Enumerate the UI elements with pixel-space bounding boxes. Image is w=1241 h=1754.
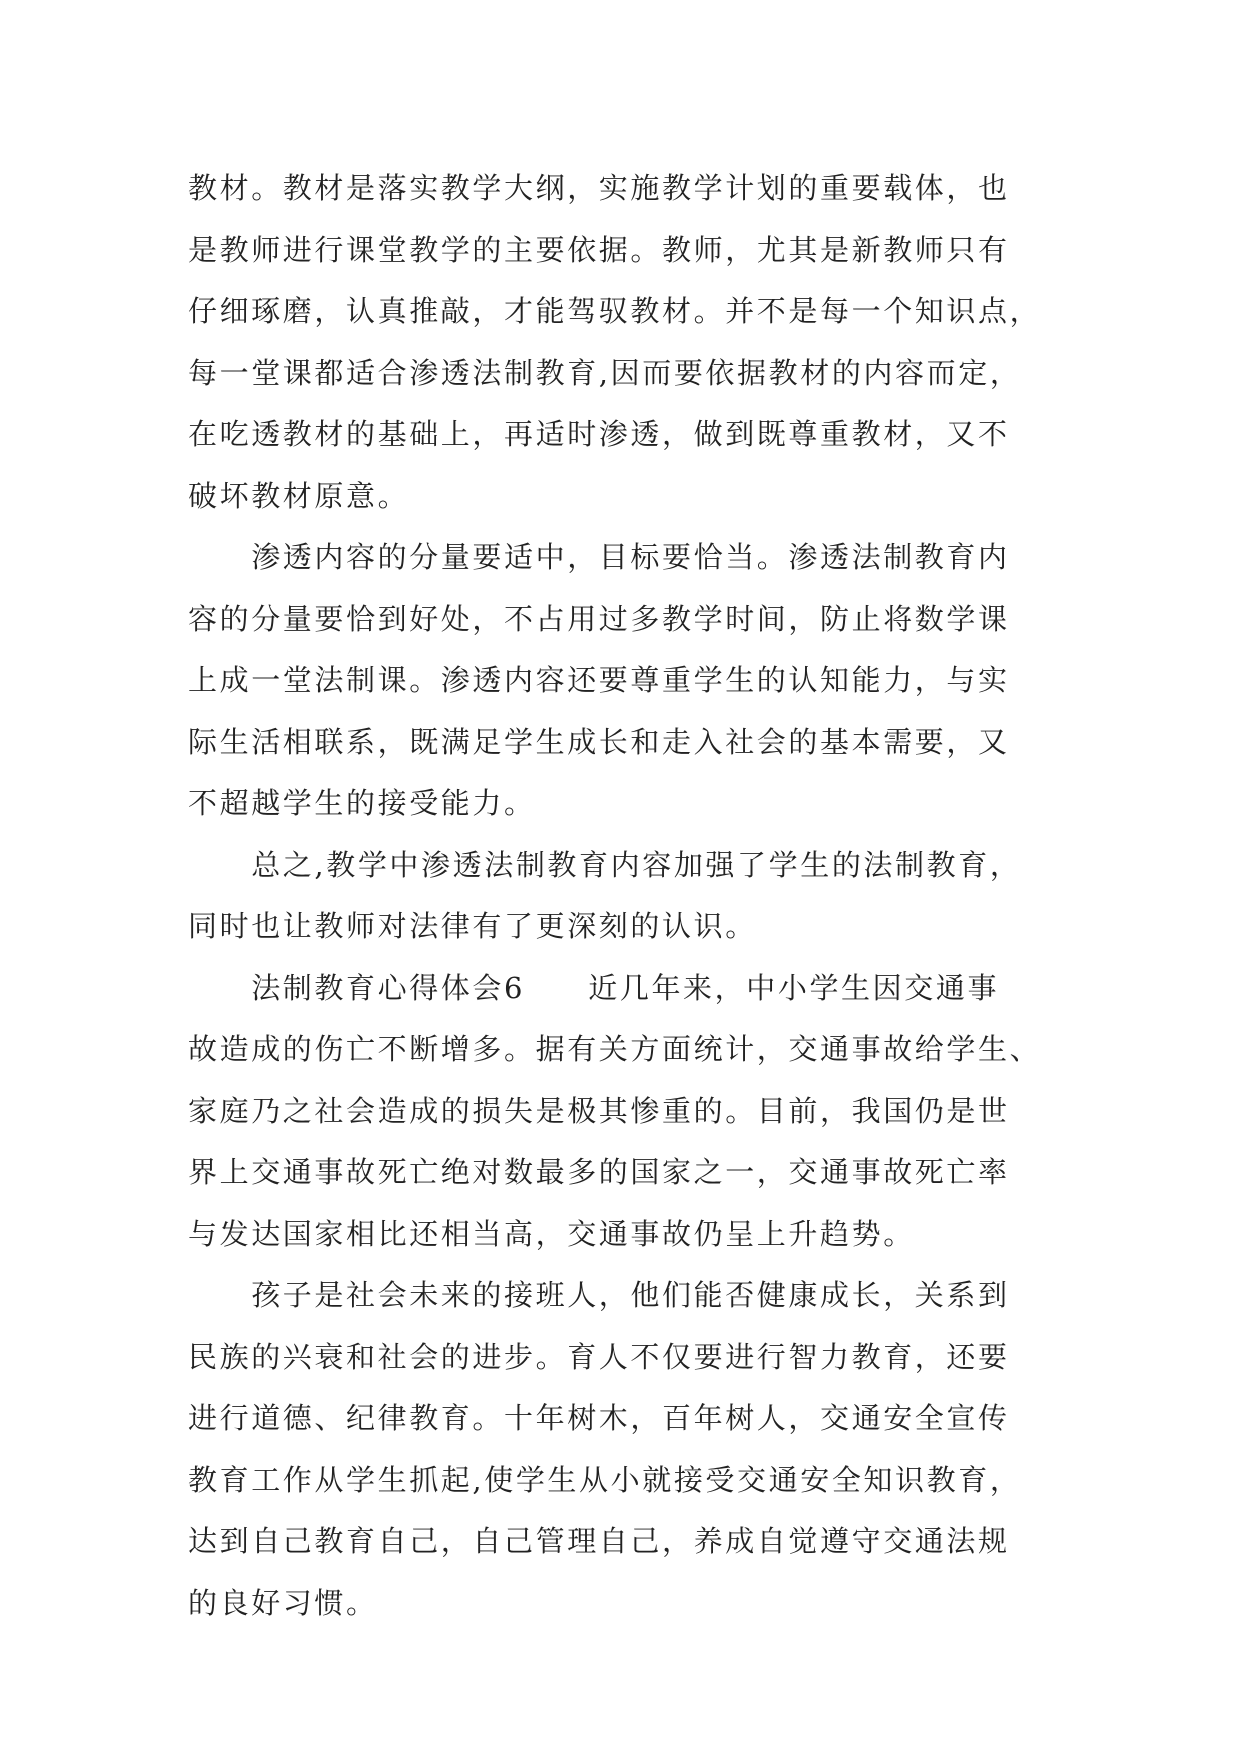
text-line: 不超越学生的接受能力。 xyxy=(188,786,536,820)
document-body xyxy=(188,158,1054,1634)
text-line: 每一堂课都适合渗透法制教育,因而要依据教材的内容而定， xyxy=(188,355,1022,390)
text-line: 在吃透教材的基础上，再适时渗透，做到既尊重教材，又不 xyxy=(188,417,1010,451)
text-line: 渗透内容的分量要适中，目标要恰当。渗透法制教育内 xyxy=(188,540,1010,574)
text-line: 教材。教材是落实教学大纲，实施教学计划的重要载体，也 xyxy=(188,171,1010,205)
text-line: 是教师进行课堂教学的主要依据。教师，尤其是新教师只有 xyxy=(188,232,1010,267)
text-line: 总之,教学中渗透法制教育内容加强了学生的法制教育， xyxy=(188,847,1022,882)
text-line: 家庭乃之社会造成的损失是极其惨重的。目前，我国仍是世 xyxy=(188,1093,1010,1128)
text-line: 的良好习惯。 xyxy=(188,1585,378,1620)
text-line: 与发达国家相比还相当高，交通事故仍呈上升趋势。 xyxy=(188,1216,915,1251)
text-line: 孩子是社会未来的接班人，他们能否健康成长，关系到 xyxy=(188,1278,1010,1312)
text-line: 破坏教材原意。 xyxy=(188,478,410,513)
text-line: 进行道德、纪律教育。十年树木，百年树人，交通安全宣传 xyxy=(188,1401,1010,1435)
text-line: 教育工作从学生抓起,使学生从小就接受交通安全知识教育， xyxy=(188,1462,1022,1497)
text-line: 界上交通事故死亡绝对数最多的国家之一，交通事故死亡率 xyxy=(188,1155,1010,1189)
text-line: 同时也让教师对法律有了更深刻的认识。 xyxy=(188,909,757,943)
text-line: 仔细琢磨，认真推敲，才能驾驭教材。并不是每一个知识点， xyxy=(188,294,1042,328)
text-line: 达到自己教育自己，自己管理自己，养成自觉遵守交通法规 xyxy=(188,1524,1010,1558)
text-line: 故造成的伤亡不断增多。据有关方面统计，交通事故给学生、 xyxy=(188,1032,1042,1066)
text-line: 容的分量要恰到好处，不占用过多教学时间，防止将数学课 xyxy=(188,601,1010,636)
text-line: 民族的兴衰和社会的进步。育人不仅要进行智力教育，还要 xyxy=(188,1339,1010,1374)
text-line: 法制教育心得体会6 近几年来，中小学生因交通事 xyxy=(188,970,1000,1005)
text-line: 际生活相联系，既满足学生成长和走入社会的基本需要，又 xyxy=(188,724,1010,759)
text-line: 上成一堂法制课。渗透内容还要尊重学生的认知能力，与实 xyxy=(188,663,1010,697)
